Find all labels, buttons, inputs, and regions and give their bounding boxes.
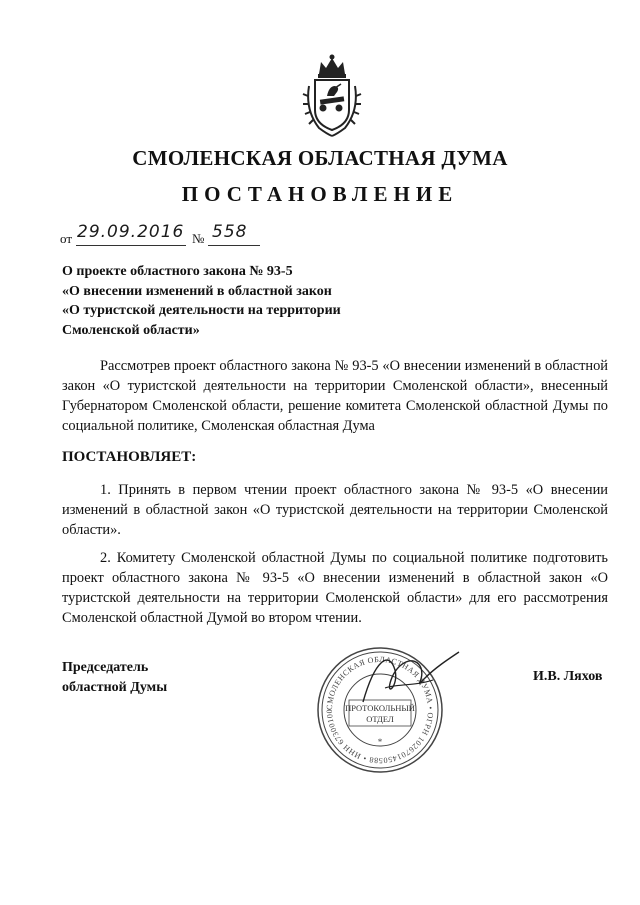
preamble-paragraph: Рассмотрев проект областного закона № 93-5 «О внесении изменений в областной закон «О туристской деятельности на территории Смоленской области», внесенный Губернатором Смоленской области, решение комитета Смоленской областной Думы по социальной политике, Смоленская областная Дума (62, 358, 608, 434)
signatory-name: И.В. Ляхов (533, 669, 603, 684)
position-line: областной Думы (62, 679, 168, 695)
date-prefix: от (60, 231, 73, 246)
number-prefix: № (192, 231, 205, 246)
document-subject (62, 262, 482, 340)
subject-line: Смоленской области» (62, 322, 200, 338)
handwritten-date: 29.09.2016 (77, 222, 185, 242)
stamp-ring-text: СМОЛЕНСКАЯ ОБЛАСТНАЯ ДУМА • ОГРН 1026701450588 • ИНН 67300100 (324, 654, 436, 766)
date-underline (76, 245, 186, 246)
reference-line (60, 222, 280, 252)
stamp-center-line-1: ПРОТОКОЛЬНЫЙ (345, 703, 415, 713)
coat-of-arms-emblem (299, 52, 365, 138)
smolensk-coat-of-arms-icon (299, 52, 365, 138)
stamp-center-line-2: ОТДЕЛ (366, 714, 394, 724)
organization-title: СМОЛЕНСКАЯ ОБЛАСТНАЯ ДУМА (132, 146, 508, 170)
subject-line: «О туристской деятельности на территории (62, 303, 341, 318)
subject-line: О проекте областного закона № 93-5 (62, 264, 293, 279)
number-underline (208, 245, 260, 246)
handwritten-signature (355, 640, 465, 720)
position-line: Председатель (62, 660, 149, 675)
signatory-position (62, 658, 167, 697)
svg-text:*: * (377, 737, 383, 747)
decree-item-1: 1. Принять в первом чтении проект областного закона № 93-5 «О внесении изменений в областной закон «О туристской деятельности на территории Смоленской области». (62, 482, 608, 538)
document-type: ПОСТАНОВЛЕНИЕ (181, 182, 459, 206)
decree-heading: ПОСТАНОВЛЯЕТ: (62, 449, 197, 465)
handwritten-number: 558 (212, 222, 248, 242)
subject-line: «О внесении изменений в областной закон (62, 283, 332, 299)
signature-scribble-icon (355, 640, 465, 720)
decree-item-2: 2. Комитету Смоленской областной Думы по социальной политике подготовить проект областного закона № 93-5 «О внесении изменений в областной закон «О туристской деятельности на территории Смоленской области» для его рассмотрения Смоленской областной Думой во втором чтении. (62, 550, 608, 626)
